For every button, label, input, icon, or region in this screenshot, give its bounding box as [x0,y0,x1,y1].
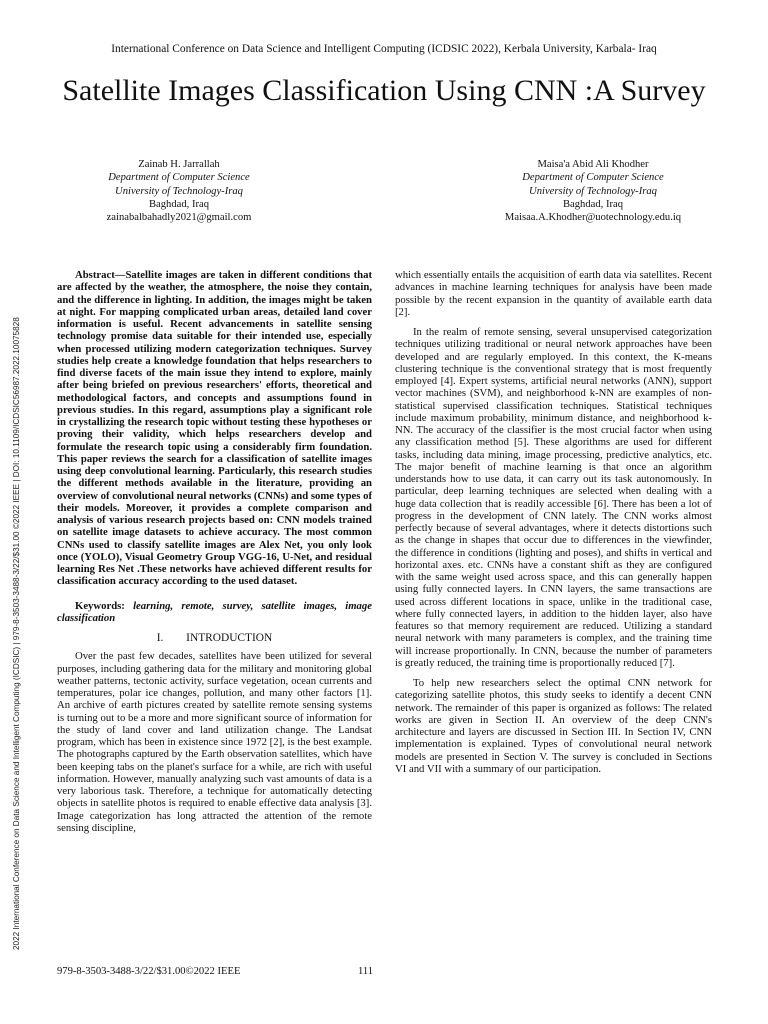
keywords [57,600,372,625]
section-heading-introduction: I. INTRODUCTION [156,632,273,644]
paper-title: Satellite Images Classification Using CNN :A Survey [62,74,706,107]
paragraph: To help new researchers select the optimal CNN network for categorizing satellite photos, this study seeks to identify a decent CNN network. The remainder of this paper is organized as follows: The related works are given in Section II. An overview of the deep CNN's architecture and layers are discussed in Section III. In Section IV, CNN implementation is explained. Types of convolutional neural network models are presented in Section V. The survey is concluded in Sections VI and VII with a summary of our participation. [395,677,712,775]
author-department: Department of Computer Science [522,172,664,184]
author-location: Baghdad, Iraq [562,198,623,210]
author-name: Zainab H. Jarrallah [138,159,220,170]
right-column [395,269,712,783]
author-department: Department of Computer Science [108,172,250,184]
author-email[interactable]: zainabalbahadly2021@gmail.com [106,212,252,224]
page-number: 111 [358,966,374,977]
paragraph: which essentially entails the acquisition of earth data via satellites. Recent advances in machine learning techniques for analysis have been made possible by the recent expansion in the quantity of available earth data [2]. [395,269,712,318]
author-university: University of Technology-Iraq [529,185,657,197]
paragraph: In the realm of remote sensing, several unsupervised categorization techniques utilizing traditional or neural network approaches have been developed and are regularly employed. In this context, the K-means clustering technique is the conventional strategy that is most frequently employed [4]. Expert systems, artificial neural networks (ANN), support vector machines (SVM), and neighborhood k-NN are examples of non-statistical supervised classification techniques. Statistical techniques include maximum probability, minimum distance, and neighborhood k-NN. The accuracy of the classifier is the most crucial factor when using any classification method [5]. These algorithms are used for different tasks, including data mining, image processing, predictive analytics, etc. The major benefit of machine learning is that once an algorithm understands how to use data, it can carry out its task autonomously. In particular, deep learning techniques are selected when dealing with a huge data collection that is readily accessible [6]. There has been a lot of progress in the development of CNN lately. The CNN works almost perfectly because of several advantages, where it detects distortions such as the change in shapes that occur due to differences in the viewfinder, the difference in conditions (lighting and poses), and shifts in vertical and horizontal axes. etc. CNNs have a constant shift as they are configured with the same weight used across space, and this can generally happen using fully connected layers. In CNN layers, the same transactions are used across different locations in space, unlike in the traditional case, where fully connected layers, in addition to the hidden layer, also have features so that memory requirement are reduced. Utilizing a standard neural network with many parameters is complex, and the training time will increase proportionally. In CNN, because the number of parameters is greatly reduced, the training time is proportionally reduced [7]. [395,326,712,669]
left-column [57,269,372,842]
author-block-2 [443,158,743,224]
author-location: Baghdad, Iraq [148,198,209,210]
abstract: Abstract—Satellite images are taken in different conditions that are affected by the weather, the atmosphere, the noise they contain, and the difference in lighting. In addition, the images might be taken at night. For mapping complicated urban areas, detailed land cover information is useful. Recent advancements in satellite sensing technology promise data suitable for their intended use, especially when processed utilizing modern categorization techniques. Survey studies help create a knowledge foundation that helps researchers to find diverse facets of the main issue they intend to explore, mainly after being briefed on previous researchers' efforts, theoretical and methodological factors, and concepts and assumptions found in previous studies. In this regard, assumptions play a significant role in crystallizing the research topic without testing these hypotheses or proving their validity, which helps researchers develop and formulate the research topic using a considerably firm foundation. This paper reviews the search for a classification of satellite images using deep convolutional learning. Particularly, this research studies the different methods available in the literature, providing an overview of convolutional neural networks (CNNs) and some types of their models. Moreover, it provides a complete comparison and analysis of various research projects based on: CNN models trained on satellite image datasets to achieve accuracy. The most common CNNs used to classify satellite images are Alex Net, you only look once (YOLO), Visual Geometry Group VGG-16, U-Net, and residual learning Res Net .These networks have achieved different results for classification accuracy according to the used dataset. [57,269,372,588]
keywords-label: Keywords: [75,599,125,612]
paragraph: Over the past few decades, satellites have been utilized for several purposes, including gathering data for the military and monitoring global weather patterns, tectonic activity, surface vegetation, ocean currents and temperatures, polar ice changes, pollution, and many other factors [1]. An archive of earth pictures created by satellite remote sensing systems is turning out to be a more and more significant source of information for the study of land cover and land utilization change. The Landsat program, which has been in existence since 1972 [2], is the best example. The photographs captured by the Earth observation satellites, which have been keeping tabs on the planet's surface for a while, are rich with useful information. However, manually analyzing such vast amounts of data is a very laborious task. Therefore, a technique for automatically detecting objects in satellite photos is required to enable effective data analysis [3]. Image categorization has long attracted the attention of the remote sensing discipline, [57,650,372,834]
footer-isbn: 979-8-3503-3488-3/22/$31.00©2022 IEEE [57,966,241,977]
author-university: University of Technology-Iraq [115,185,243,197]
author-email[interactable]: Maisaa.A.Khodher@uotechnology.edu.iq [504,212,682,224]
author-block-1 [29,158,329,224]
author-name: Maisa'a Abid Ali Khodher [537,159,649,170]
conference-header: International Conference on Data Science and Intelligent Computing (ICDSIC 2022), Kerbala University, Karbala- Iraq [111,43,657,55]
keywords-text: learning, remote, survey, satellite images, image classification [57,599,372,624]
side-margin-citation: 2022 International Conference on Data Science and Intelligent Computing (ICDSIC) | 979-8-3503-3488-3/22/$31.00 ©2022 IEEE | DOI: 10.1109/ICDSIC56987.2022.10075828 [12,317,21,950]
